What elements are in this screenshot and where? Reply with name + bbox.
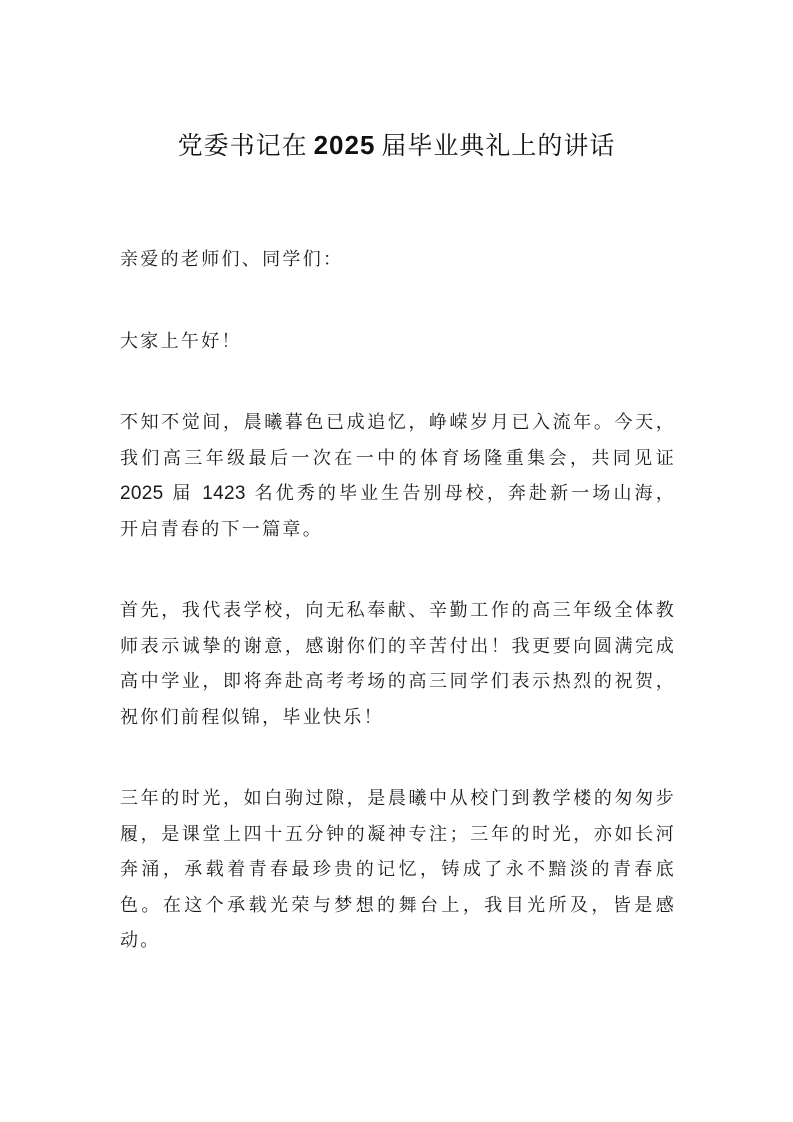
title-year: 2025 — [313, 130, 376, 160]
graduation-year: 2025 — [120, 483, 164, 504]
greeting-paragraph: 大家上午好！ — [120, 330, 242, 352]
thanks-paragraph: 首先，我代表学校，向无私奉献、辛勤工作的高三年级全体教师表示诚挚的谢意，感谢你们的辛苦付出！我更要向圆满完成高中学业，即将奔赴高考考场的高三同学们表示热烈的祝贺，祝你们前程似锦，毕业快乐！ — [120, 600, 676, 728]
salutation-paragraph: 亲爱的老师们、同学们： — [120, 249, 344, 270]
opening-text: 不知不觉间，晨曦暮色已成追忆，峥嵘岁月已入流年。今天，我们高三年级最后一次在一中的体育场隆重集会，共同见证 — [120, 412, 676, 469]
opening-rest: 名优秀的毕业生告别母校，奔赴新一场山海，开启青春的下一篇章。 — [120, 483, 677, 540]
title-suffix: 届毕业典礼上的讲话 — [381, 131, 616, 160]
opening-paragraph — [120, 405, 676, 547]
document-body — [120, 242, 676, 959]
title-prefix: 党委书记在 — [177, 131, 308, 160]
reflection-paragraph: 三年的时光，如白驹过隙，是晨曦中从校门到教学楼的匆匆步履，是课堂上四十五分钟的凝神专注；三年的时光，亦如长河奔涌，承载着青春最珍贵的记忆，铸成了永不黯淡的青春底色。在这个承载光荣与梦想的舞台上，我目光所及，皆是感动。 — [120, 788, 676, 951]
class-word: 届 — [172, 483, 194, 504]
graduate-count: 1423 — [202, 483, 246, 504]
document-title — [0, 126, 793, 162]
